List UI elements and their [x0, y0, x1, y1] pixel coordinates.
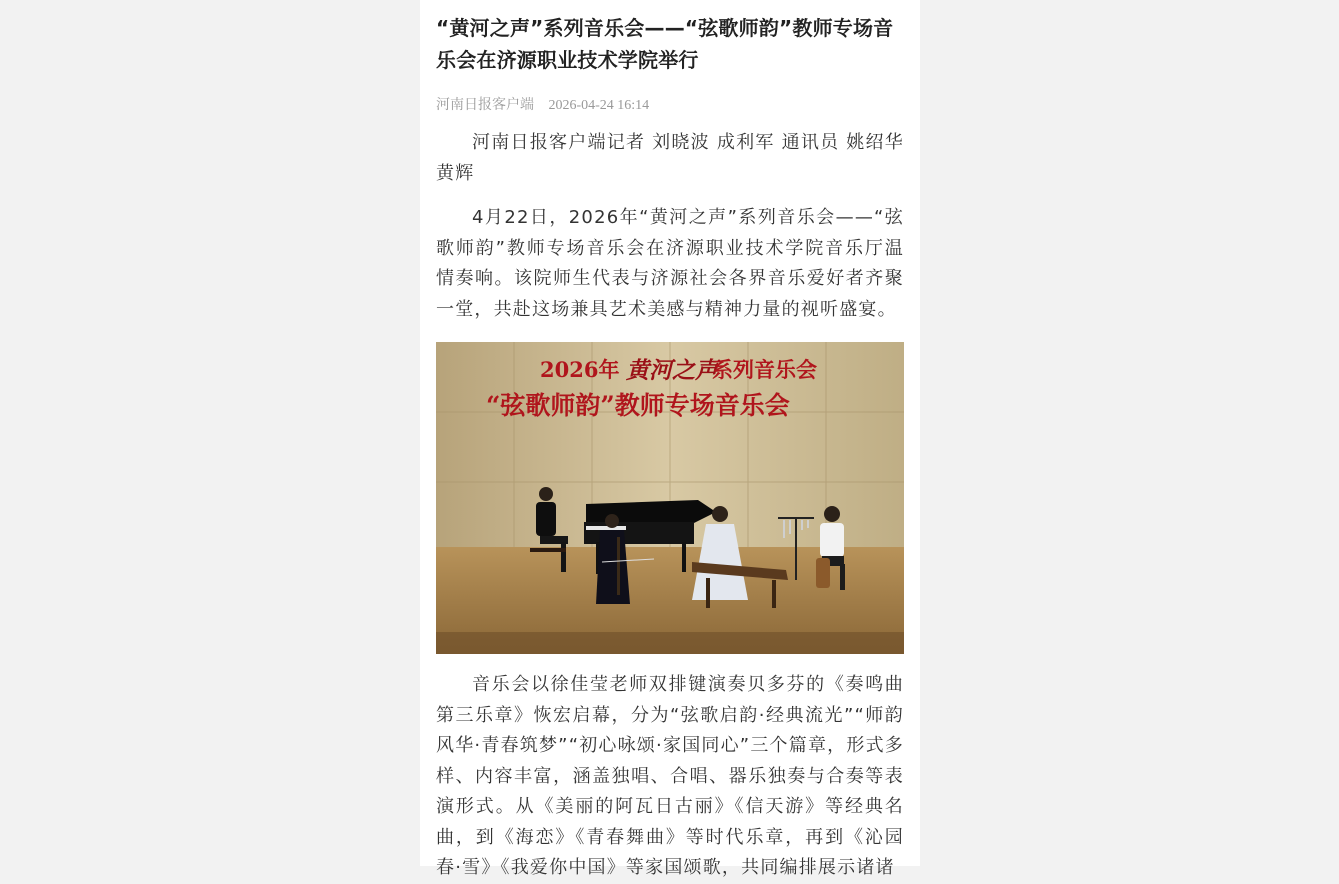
- article: [420, 0, 920, 878]
- article-title: “黄河之声”系列音乐会——“弦歌师韵”教师专场音乐会在济源职业技术学院举行: [436, 16, 894, 72]
- article-meta: [436, 95, 904, 115]
- concert-photo[interactable]: [436, 342, 904, 654]
- banner-line1-year: 2026年: [540, 357, 620, 382]
- article-date: 2026-04-24 16:14: [548, 98, 650, 113]
- article-source[interactable]: 河南日报客户端: [436, 97, 534, 113]
- banner-line1-name: 黄河之声: [626, 357, 718, 384]
- banner-line1-series: 系列音乐会: [712, 357, 817, 382]
- article-paragraph: 4月22日，2026年“黄河之声”系列音乐会——“弦歌师韵”教师专场音乐会在济源职业技术学院音乐厅温情奏响。该院师生代表与济源社会各界音乐爱好者齐聚一堂，共赴这场兼具艺术美感与精神力量的视听盛宴。: [436, 207, 904, 320]
- banner-line2: “弦歌师韵”教师专场音乐会: [486, 391, 790, 420]
- article-paragraph: 音乐会以徐佳莹老师双排键演奏贝多芬的《奏鸣曲第三乐章》恢宏启幕，分为“弦歌启韵·经典流光”“师韵风华·青春筑梦”“初心咏颂·家国同心”三个篇章，形式多样、内容丰富，涵盖独唱、合唱、器乐独奏与合奏等表演形式。从《美丽的阿瓦日古丽》《信天游》等经典名曲，到《海恋》《青春舞曲》等时代乐章，再到《沁园春·雪》《我爱你中国》等家国颂歌，共同编排展示诸诸: [436, 674, 904, 878]
- article-paragraph: 河南日报客户端记者 刘晓波 成利军 通讯员 姚绍华 黄辉: [436, 132, 904, 184]
